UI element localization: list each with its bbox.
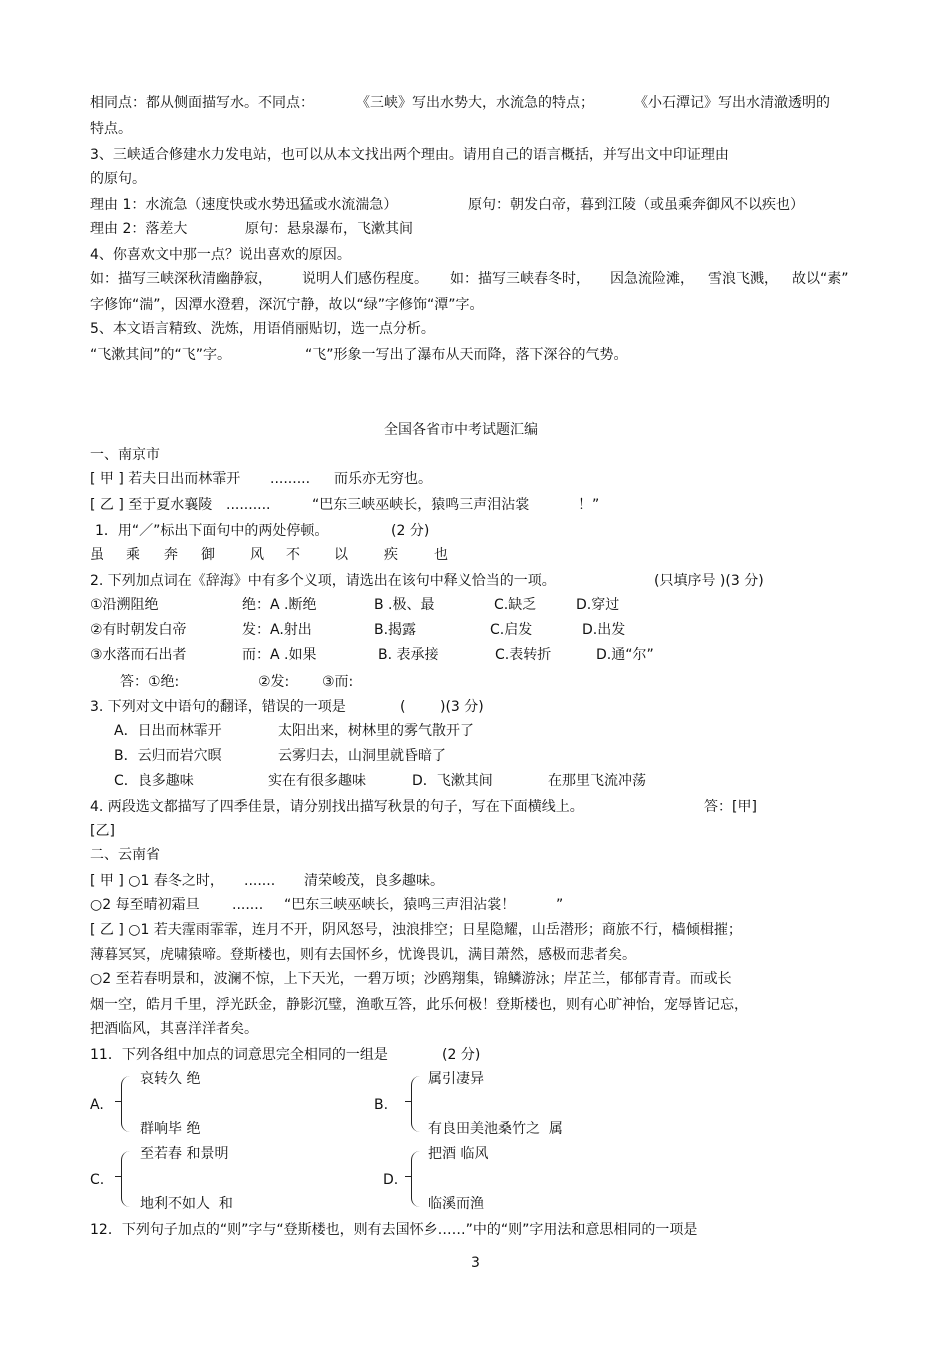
text-line: 5、本文语言精致、洗炼，用语俏丽贴切，选一点分析。 (90, 321, 435, 337)
text-line: 特点。 (90, 121, 132, 137)
sentence-char: 风 (250, 547, 264, 563)
option-cell: 绝：A .断绝 (242, 597, 317, 613)
option-text: B．云归而岩穴暝 (114, 748, 222, 764)
option-text: A．日出而林霏开 (114, 723, 222, 739)
text-line: [ 甲 ] 若夫日出而林霏开 (90, 471, 241, 487)
text-line: [ 乙 ] ○1 若夫霪雨霏霏，连月不开，阴风怒号，浊浪排空；日星隐耀，山岳潜形；商旅不行，樯倾楫摧； (90, 922, 742, 938)
text-line: 把酒临风，其喜洋洋者矣。 (90, 1021, 258, 1037)
sentence-char: 疾 (384, 547, 398, 563)
option-cell: D.出发 (582, 622, 626, 638)
option-text: D．飞漱其间 (412, 773, 493, 789)
brace-icon (121, 1076, 130, 1132)
text-line: 因急流险滩， (610, 271, 694, 287)
option-text: 在那里飞流冲荡 (548, 773, 646, 789)
option-cell: C.启发 (490, 622, 533, 638)
section-heading: 一、南京市 (90, 447, 160, 463)
text-line: [ 甲 ] ○1 春冬之时， (90, 873, 224, 889)
text-line: [ 乙 ] 至于夏水襄陵 (90, 497, 213, 513)
text-line: 清荣峻茂，良多趣味。 (304, 873, 444, 889)
option-label: C. (90, 1172, 105, 1188)
answer-blank: ( (400, 699, 406, 715)
section-heading: 二、云南省 (90, 847, 160, 863)
option-word: 哀转久 绝 (140, 1071, 201, 1087)
text-line: 的原句。 (90, 171, 146, 187)
text-line: 理由 1：水流急（速度快或水势迅猛或水流湍急） (90, 197, 398, 213)
question-1: 1．用“／”标出下面句中的两处停顿。 (95, 523, 329, 539)
text-line: 原句：朝发白帝，暮到江陵（或虽乘奔御风不以疾也） (468, 197, 804, 213)
option-word: 至若春 和景明 (140, 1146, 229, 1162)
brace-icon (411, 1076, 420, 1132)
text-line: 如：描写三峡深秋清幽静寂， (90, 271, 272, 287)
option-word: 群响毕 绝 (140, 1121, 201, 1137)
option-label: D. (383, 1172, 399, 1188)
text-line: “巴东三峡巫峡长，猿鸣三声泪沾裳 (312, 497, 530, 513)
page-number: 3 (471, 1255, 480, 1271)
option-cell: D.穿过 (576, 597, 620, 613)
question-3: 3. 下列对文中语句的翻译，错误的一项是 (90, 699, 346, 715)
brace-icon (121, 1151, 130, 1207)
answer-label: ②发: (258, 674, 290, 690)
text-line: 3、三峡适合修建水力发电站，也可以从本文找出两个理由。请用自己的语言概括，并写出文中印证理由 (90, 147, 729, 163)
text-line: 《小石潭记》写出水清澈透明的 (634, 95, 830, 111)
ellipsis: .......... (226, 497, 271, 513)
answer-label: 答：①绝: (120, 674, 180, 690)
sentence-char: 虽 (90, 547, 104, 563)
text-line: 而乐亦无穷也。 (334, 471, 432, 487)
option-word: 地利不如人 和 (140, 1196, 233, 1212)
text-line: 薄暮冥冥，虎啸猿啼。登斯楼也，则有去国怀乡，忧谗畏讥，满目萧然，感极而悲者矣。 (90, 947, 636, 963)
score: (2 分) (442, 1047, 481, 1063)
option-cell: B.揭露 (374, 622, 417, 638)
text-line: “飞漱其间”的“飞”字。 (90, 347, 232, 363)
score: )(3 分) (440, 699, 484, 715)
text-line: ！” (578, 497, 600, 513)
option-cell: B. 表承接 (378, 647, 439, 663)
text-line: “飞”形象一写出了瀑布从天而降，落下深谷的气势。 (305, 347, 628, 363)
text-line: 4、你喜欢文中那一点？说出喜欢的原因。 (90, 247, 351, 263)
option-word: 属引凄异 (428, 1071, 484, 1087)
text-line: 烟一空，皓月千里，浮光跃金，静影沉璧，渔歌互答，此乐何极！登斯楼也，则有心旷神怡，宠辱皆记忘， (90, 997, 748, 1013)
text-line: “巴东三峡巫峡长，猿鸣三声泪沾裳！ (284, 897, 516, 913)
option-word: 临溪而渔 (428, 1196, 484, 1212)
option-cell: ③水落而石出者 (90, 647, 187, 663)
option-word: 把酒 临风 (428, 1146, 489, 1162)
option-label: B. (374, 1097, 389, 1113)
text-line: ○2 至若春明景和，波澜不惊，上下天光，一碧万顷；沙鸥翔集，锦鳞游泳；岸芷兰，郁郁青青。而或长 (90, 971, 732, 987)
option-text: C．良多趣味 (114, 773, 194, 789)
text-line: 相同点：都从侧面描写水。不同点： (90, 95, 314, 111)
option-cell: B .极、最 (374, 597, 435, 613)
option-text: 实在有很多趣味 (268, 773, 366, 789)
text-line: 故以“素” (792, 271, 849, 287)
option-cell: ②有时朝发白帝 (90, 622, 187, 638)
option-cell: 而：A .如果 (242, 647, 317, 663)
text-line: 理由 2：落差大 (90, 221, 188, 237)
text-line: ○2 每至晴初霜旦 (90, 897, 200, 913)
ellipsis: ....... (244, 873, 276, 889)
text-line: 原句：悬泉瀑布，飞漱其间 (245, 221, 413, 237)
option-cell: 发：A.射出 (242, 622, 312, 638)
option-cell: C.缺乏 (494, 597, 537, 613)
text-line: ” (556, 897, 564, 913)
sentence-char: 不 (286, 547, 300, 563)
option-cell: ①沿溯阻绝 (90, 597, 159, 613)
question-11: 11．下列各组中加点的词意思完全相同的一组是 (90, 1047, 388, 1063)
question-2: 2. 下列加点词在《辞海》中有多个义项，请选出在该句中释义恰当的一项。 (90, 573, 556, 589)
text-line: 说明人们感伤程度。 (302, 271, 428, 287)
score: (只填序号 )(3 分) (654, 573, 764, 589)
score: (2 分) (391, 523, 430, 539)
option-text: 太阳出来，树林里的雾气散开了 (278, 723, 474, 739)
ellipsis: ......... (270, 471, 311, 487)
text-line: 《三峡》写出水势大，水流急的特点； (356, 95, 594, 111)
option-text: 云雾归去，山洞里就昏暗了 (278, 748, 446, 764)
option-cell: D.通“尔” (596, 647, 654, 663)
sentence-char: 也 (434, 547, 448, 563)
sentence-char: 乘 (126, 547, 140, 563)
sentence-char: 奔 (164, 547, 178, 563)
option-word: 有良田美池桑竹之 属 (428, 1121, 563, 1137)
answer-label: 答：[甲] (704, 799, 757, 815)
section-title: 全国各省市中考试题汇编 (384, 422, 538, 438)
sentence-char: 御 (201, 547, 215, 563)
ellipsis: ....... (232, 897, 264, 913)
answer-label: ③而: (322, 674, 354, 690)
text-line: 字修饰“湍”，因潭水澄碧，深沉宁静，故以“绿”字修饰“潭”字。 (90, 297, 484, 313)
brace-icon (411, 1151, 420, 1207)
question-4: 4. 两段选文都描写了四季佳景，请分别找出描写秋景的句子，写在下面横线上。 (90, 799, 584, 815)
text-line: 雪浪飞溅， (708, 271, 778, 287)
option-label: A. (90, 1097, 104, 1113)
sentence-char: 以 (334, 547, 348, 563)
question-12: 12．下列句子加点的“则”字与“登斯楼也，则有去国怀乡……”中的“则”字用法和意思相同的一项是 (90, 1222, 698, 1238)
option-cell: C.表转折 (495, 647, 552, 663)
answer-label: [乙] (90, 823, 115, 839)
text-line: 如：描写三峡春冬时， (450, 271, 590, 287)
